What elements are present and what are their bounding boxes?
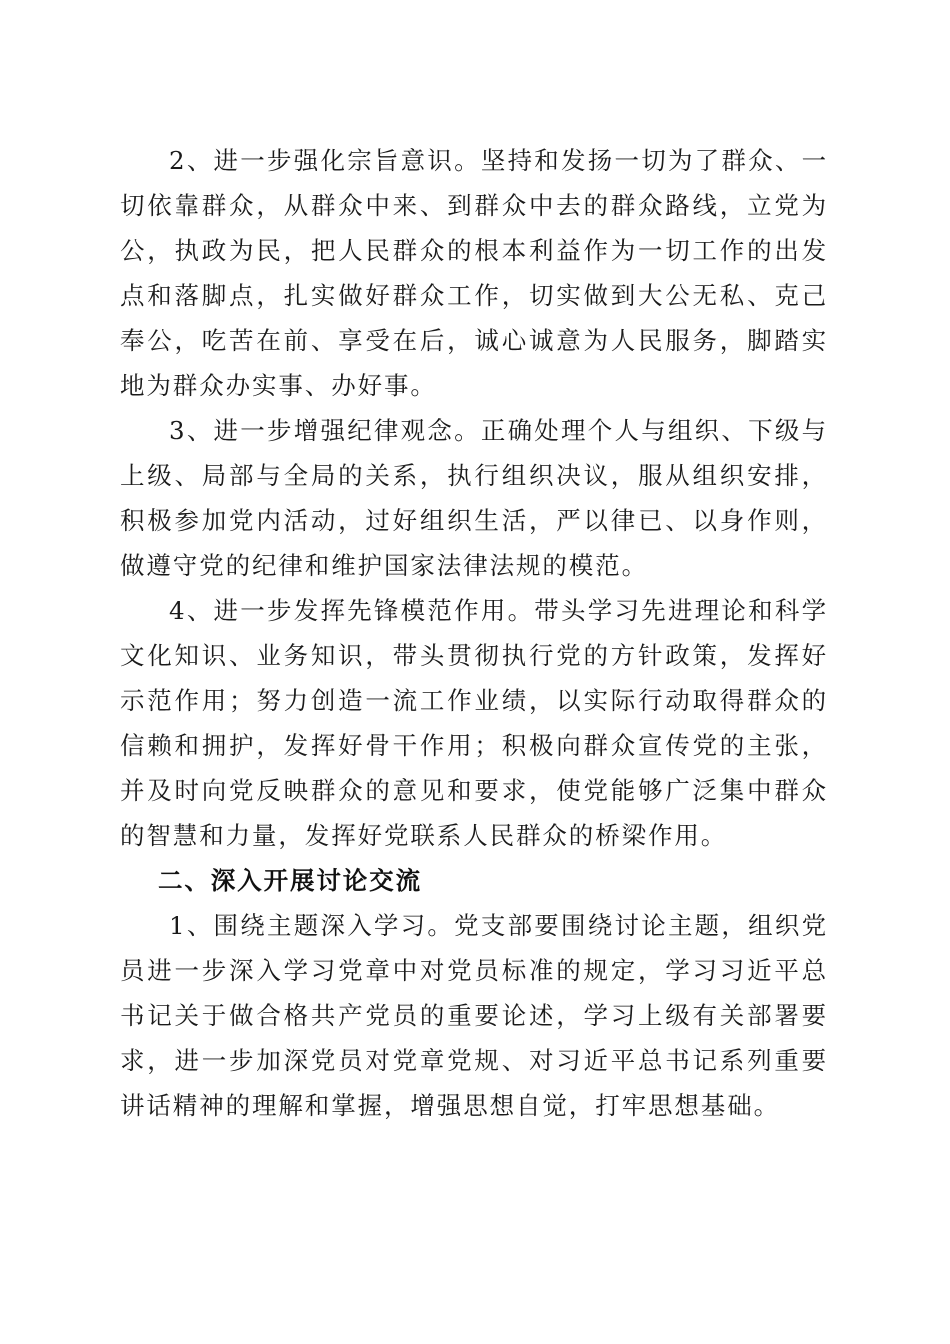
section-heading: 二、深入开展讨论交流 <box>157 866 422 895</box>
document-body <box>120 138 828 1128</box>
paragraph-study-theme: 1、围绕主题深入学习。党支部要围绕讨论主题，组织党员进一步深入学习党章中对党员标准的规定，学习习近平总书记关于做合格共产党员的重要论述，学习上级有关部署要求，进一步加深党员对党章党规、对习近平总书记系列重要讲话精神的理解和掌握，增强思想自觉，打牢思想基础。 <box>120 911 828 1120</box>
paragraph-vanguard-role: 4、进一步发挥先锋模范作用。带头学习先进理论和科学文化知识、业务知识，带头贯彻执行党的方针政策，发挥好示范作用；努力创造一流工作业绩，以实际行动取得群众的信赖和拥护，发挥好骨干作用；积极向群众宣传党的主张，并及时向党反映群众的意见和要求，使党能够广泛集中群众的智慧和力量，发挥好党联系人民群众的桥梁作用。 <box>120 596 828 850</box>
paragraph-discipline: 3、进一步增强纪律观念。正确处理个人与组织、下级与上级、局部与全局的关系，执行组织决议，服从组织安排，积极参加党内活动，过好组织生活，严以律已、以身作则，做遵守党的纪律和维护国家法律法规的模范。 <box>120 416 828 580</box>
paragraph-purpose-awareness: 2、进一步强化宗旨意识。坚持和发扬一切为了群众、一切依靠群众，从群众中来、到群众中去的群众路线，立党为公，执政为民，把人民群众的根本利益作为一切工作的出发点和落脚点，扎实做好群众工作，切实做到大公无私、克己奉公，吃苦在前、享受在后，诚心诚意为人民服务，脚踏实地为群众办实事、办好事。 <box>120 146 828 400</box>
